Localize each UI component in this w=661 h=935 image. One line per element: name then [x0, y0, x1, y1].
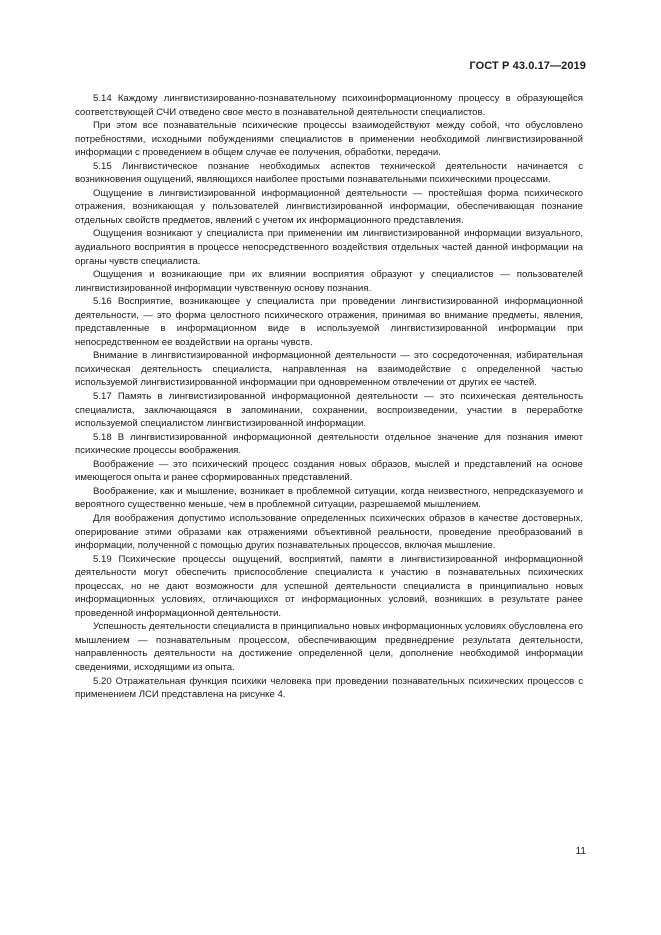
paragraph-text: 5.19 Психические процессы ощущений, восприятий, памяти в лингвистизированной информационной деятельности могут обеспечить приспособление специалиста к участию в познавательных психических процессах, но не дают возможности для успешной деятельности специалиста в принципиально новых информационных условиях, отличающихся от информационных условий, возникших в результате ранее проведенной информационной деятельности.: [75, 553, 583, 619]
document-standard-header: ГОСТ Р 43.0.17—2019: [469, 60, 586, 72]
page-number: 11: [575, 846, 586, 857]
paragraph-5-17: [75, 390, 583, 431]
paragraph-text: Успешность деятельности специалиста в принципиально новых информационных условиях обусловлена его мышлением — познавательным процессом, обеспечивающим предвнедрение результата деятельности, направленность деятельности на достижение определенной цели, дополнение необходимой информации сведениями, исходящими из опыта.: [75, 621, 583, 673]
paragraph-text: Ощущения возникают у специалиста при применении им лингвистизированной информации визуального, аудиального восприятия в процессе непосредственного воздействия отдельных частей данной информации на органы чувств специалиста.: [75, 228, 583, 267]
paragraph: [75, 512, 583, 553]
paragraph-5-14: [75, 92, 583, 119]
document-body: [75, 92, 583, 702]
paragraph: [75, 349, 583, 390]
paragraph-text: 5.15 Лингвистическое познание необходимых аспектов технической деятельности начинается с возникновения ощущений, являющихся наиболее простыми познавательными психическими процессами.: [75, 160, 583, 186]
paragraph-text: Внимание в лингвистизированной информационной деятельности — это сосредоточенная, избирательная психическая деятельность специалиста, направленная на взаимодействие с определенной частью используемой лингвистизированной информации при одновременном отвлечении от других ее частей.: [75, 350, 583, 389]
paragraph-text: 5.17 Память в лингвистизированной информационной деятельности — это психическая деятельность специалиста, заключающаяся в запоминании, сохранении, воспроизведении, участии в переработке используемой специалистом лингвистизированной информации.: [75, 391, 583, 430]
paragraph-text: 5.14 Каждому лингвистизированно-познавательному психоинформационному процессу в образующейся соответствующей СЧИ отведено свое место в познавательной деятельности специалистов.: [75, 93, 583, 118]
paragraph-5-19: [75, 553, 583, 621]
paragraph: [75, 458, 583, 485]
paragraph: [75, 227, 583, 268]
paragraph-text: Воображение — это психический процесс создания новых образов, мыслей и представлений на основе имеющегося опыта и ранее сформированных представлений.: [75, 458, 583, 484]
paragraph-text: 5.20 Отражательная функция психики человека при проведении познавательных психических процессов с применением ЛСИ представлена на рисунке 4.: [75, 675, 583, 701]
paragraph-text: Ощущения и возникающие при их влиянии восприятия образуют у специалистов — пользователей лингвистизированной информации чувственную основу познания.: [75, 269, 583, 294]
paragraph: [75, 187, 583, 228]
paragraph-text: 5.18 В лингвистизированной информационной деятельности отдельное значение для познания имеют психические процессы воображения.: [75, 431, 583, 457]
paragraph-text: Воображение, как и мышление, возникает в проблемной ситуации, когда неизвестного, непредсказуемого и вероятного существенно меньше, чем в проблемной ситуации, разрешаемой мышлением.: [75, 485, 583, 511]
paragraph-5-15: [75, 160, 583, 187]
paragraph: [75, 119, 583, 160]
paragraph: [75, 268, 583, 295]
paragraph-text: 5.16 Восприятие, возникающее у специалиста при проведении лингвистизированной информационной деятельности, — это форма целостного психического отражения, принимая во внимание предметы, явления, представленные в информационном виде в используемой лингвистизированной информации при непосредственном ее воздействии на органы чувств.: [75, 296, 583, 348]
paragraph-5-18: [75, 431, 583, 458]
paragraph-5-20: [75, 675, 583, 702]
paragraph-5-16: [75, 295, 583, 349]
paragraph-text: Для воображения допустимо использование определенных психических образов в качестве достоверных, оперирование этими образами как отражениями объективной реальности, проведение преобразований в информации, полученной с помощью других познавательных процессов, включая мышление.: [75, 512, 583, 552]
paragraph: [75, 620, 583, 674]
paragraph-text: При этом все познавательные психические процессы взаимодействуют между собой, что обусловлено потребностями, исходными побуждениями специалистов в применении необходимой лингвистизированной информации с проведением в общем случае ее получения, обработки, передачи.: [75, 120, 583, 159]
paragraph: [75, 485, 583, 512]
paragraph-text: Ощущение в лингвистизированной информационной деятельности — простейшая форма психического отражения, возникающая у пользователей лингвистизированной информации, обеспечивающая познание отдельных свойств предметов, явлений с учетом их информационного представления.: [75, 187, 583, 226]
